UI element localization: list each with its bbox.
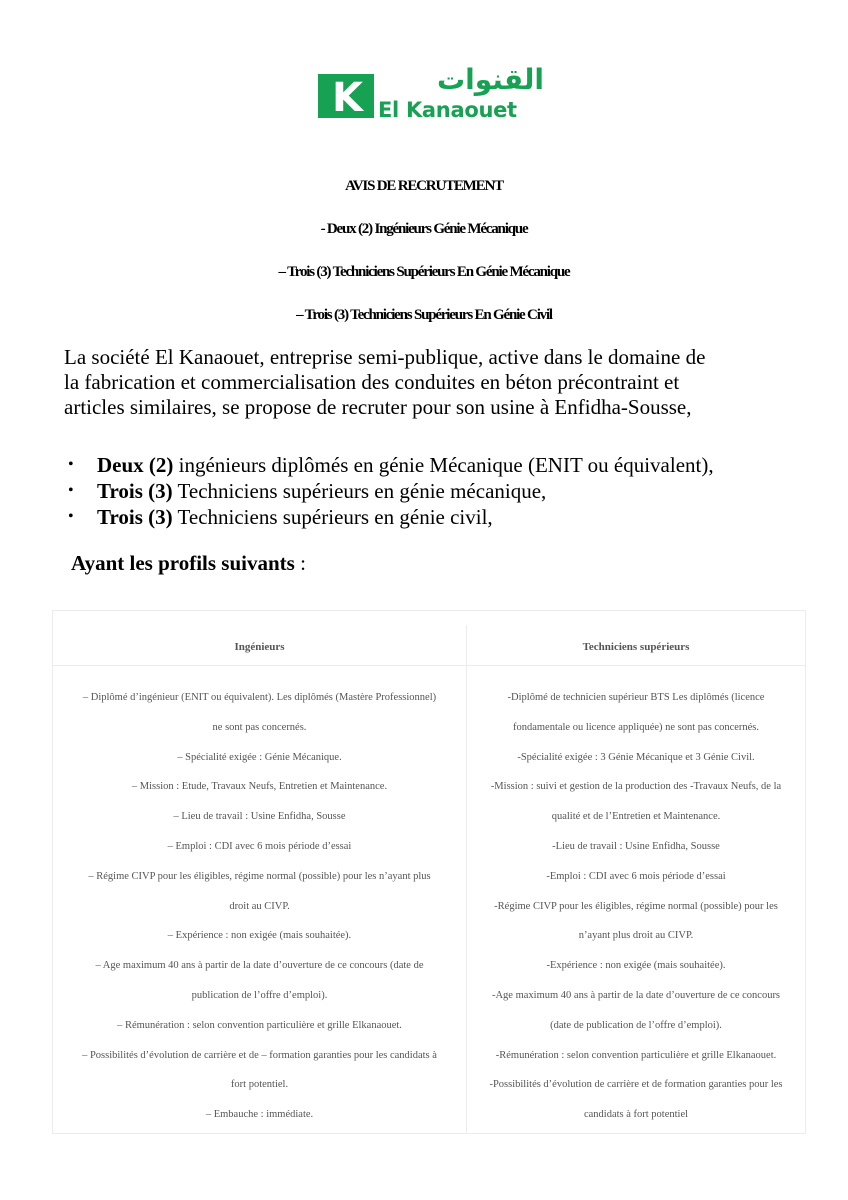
intro-line: articles similaires, se propose de recruter pour son usine à Enfidha-Sousse,: [64, 395, 692, 419]
profile-line: -Régime CIVP pour les éligibles, régime normal (possible) pour les: [494, 900, 778, 912]
profile-line: -Possibilités d’évolution de carrière et de formation garanties pour les: [489, 1079, 783, 1091]
position-text: Techniciens supérieurs en génie mécanique,: [172, 479, 547, 503]
profile-line: ne sont pas concernés.: [212, 721, 307, 733]
profile-line: -Mission : suivi et gestion de la production des -Travaux Neufs, de la: [490, 781, 782, 793]
profile-line: – Diplômé d’ingénieur (ENIT ou équivalent). Les diplômés (Mastère Professionnel): [82, 692, 437, 703]
profile-line: qualité et de l’Entretien et Maintenance.: [551, 811, 721, 823]
profile-line: – Possibilités d’évolution de carrière et de – formation garanties pour les candidats à: [82, 1049, 437, 1061]
subheading-technicians-mechanical: – Trois (3) Techniciens Supérieurs En Génie Mécanique: [278, 264, 570, 280]
intro-line: La société El Kanaouet, entreprise semi-publique, active dans le domaine de: [64, 345, 706, 369]
profile-line: -Spécialité exigée : 3 Génie Mécanique et 3 Génie Civil.: [517, 751, 755, 763]
positions-list: [66, 452, 806, 530]
logo-latin-name: El Kanaouet: [378, 98, 517, 122]
profile-line: – Emploi : CDI avec 6 mois période d’essai: [167, 840, 352, 852]
title-heading: AVIS DE RECRUTEMENT: [345, 178, 503, 194]
profile-line: fort potentiel.: [230, 1079, 289, 1091]
profile-line: candidats à fort potentiel: [583, 1109, 689, 1121]
logo-arabic-name: القنوات: [437, 63, 544, 96]
profile-line: -Rémunération : selon convention particulière et grille Elkanaouet.: [495, 1049, 777, 1061]
profile-line: (date de publication de l’offre d’emploi).: [550, 1019, 722, 1031]
position-count: Deux (2): [97, 453, 174, 477]
subheading-technicians-civil: – Trois (3) Techniciens Supérieurs En Génie Civil: [296, 307, 552, 323]
profiles-suffix: :: [294, 551, 306, 575]
logo-k-mark: [318, 74, 374, 118]
profiles-label: Ayant les profils suivants: [71, 551, 295, 575]
subheading-engineers: - Deux (2) Ingénieurs Génie Mécanique: [320, 221, 528, 237]
profile-line: – Age maximum 40 ans à partir de la date d’ouverture de ce concours (date de: [95, 960, 424, 972]
technicians-profile-cell: [467, 683, 805, 1130]
profile-line: -Age maximum 40 ans à partir de la date d’ouverture de ce concours: [491, 989, 781, 1001]
profile-line: droit au CIVP.: [229, 900, 290, 912]
company-logo: [318, 63, 544, 126]
intro-paragraph: [64, 345, 784, 420]
profile-line: n’ayant plus droit au CIVP.: [578, 930, 694, 942]
profile-line: – Régime CIVP pour les éligibles, régime normal (possible) pour les n’ayant plus: [88, 870, 431, 882]
header-technicians: Techniciens supérieurs: [582, 641, 690, 653]
position-count: Trois (3): [97, 505, 173, 529]
header-engineers: Ingénieurs: [234, 641, 285, 653]
position-count: Trois (3): [97, 479, 173, 503]
profile-line: – Rémunération : selon convention particulière et grille Elkanaouet.: [117, 1019, 402, 1031]
table-header-row: [53, 611, 805, 666]
profile-line: – Expérience : non exigée (mais souhaitée).: [167, 930, 352, 942]
profiles-heading: [71, 550, 306, 576]
intro-line: la fabrication et commercialisation des conduites en béton précontraint et: [64, 370, 680, 394]
profile-line: – Embauche : immédiate.: [205, 1109, 314, 1121]
position-item: [66, 452, 806, 478]
engineers-profile-cell: [53, 683, 466, 1130]
position-item: [66, 504, 806, 530]
profile-line: – Spécialité exigée : Génie Mécanique.: [177, 751, 342, 763]
profile-line: -Emploi : CDI avec 6 mois période d’essai: [546, 870, 726, 882]
profile-line: – Lieu de travail : Usine Enfidha, Sousse: [173, 811, 346, 823]
position-text: ingénieurs diplômés en génie Mécanique (ENIT ou équivalent),: [173, 453, 714, 477]
position-text: Techniciens supérieurs en génie civil,: [172, 505, 493, 529]
profile-line: publication de l’offre d’emploi).: [191, 989, 328, 1001]
logo-mark-letter: K: [332, 75, 363, 118]
profile-line: -Diplômé de technicien supérieur BTS Les diplômés (licence: [507, 692, 765, 703]
profile-line: – Mission : Etude, Travaux Neufs, Entretien et Maintenance.: [131, 781, 388, 793]
profile-line: -Expérience : non exigée (mais souhaitée).: [546, 960, 726, 972]
profiles-table: [52, 610, 806, 1134]
position-item: [66, 478, 806, 504]
profile-line: fondamentale ou licence appliquée) ne sont pas concernés.: [512, 721, 760, 733]
profile-line: -Lieu de travail : Usine Enfidha, Sousse: [552, 840, 720, 852]
